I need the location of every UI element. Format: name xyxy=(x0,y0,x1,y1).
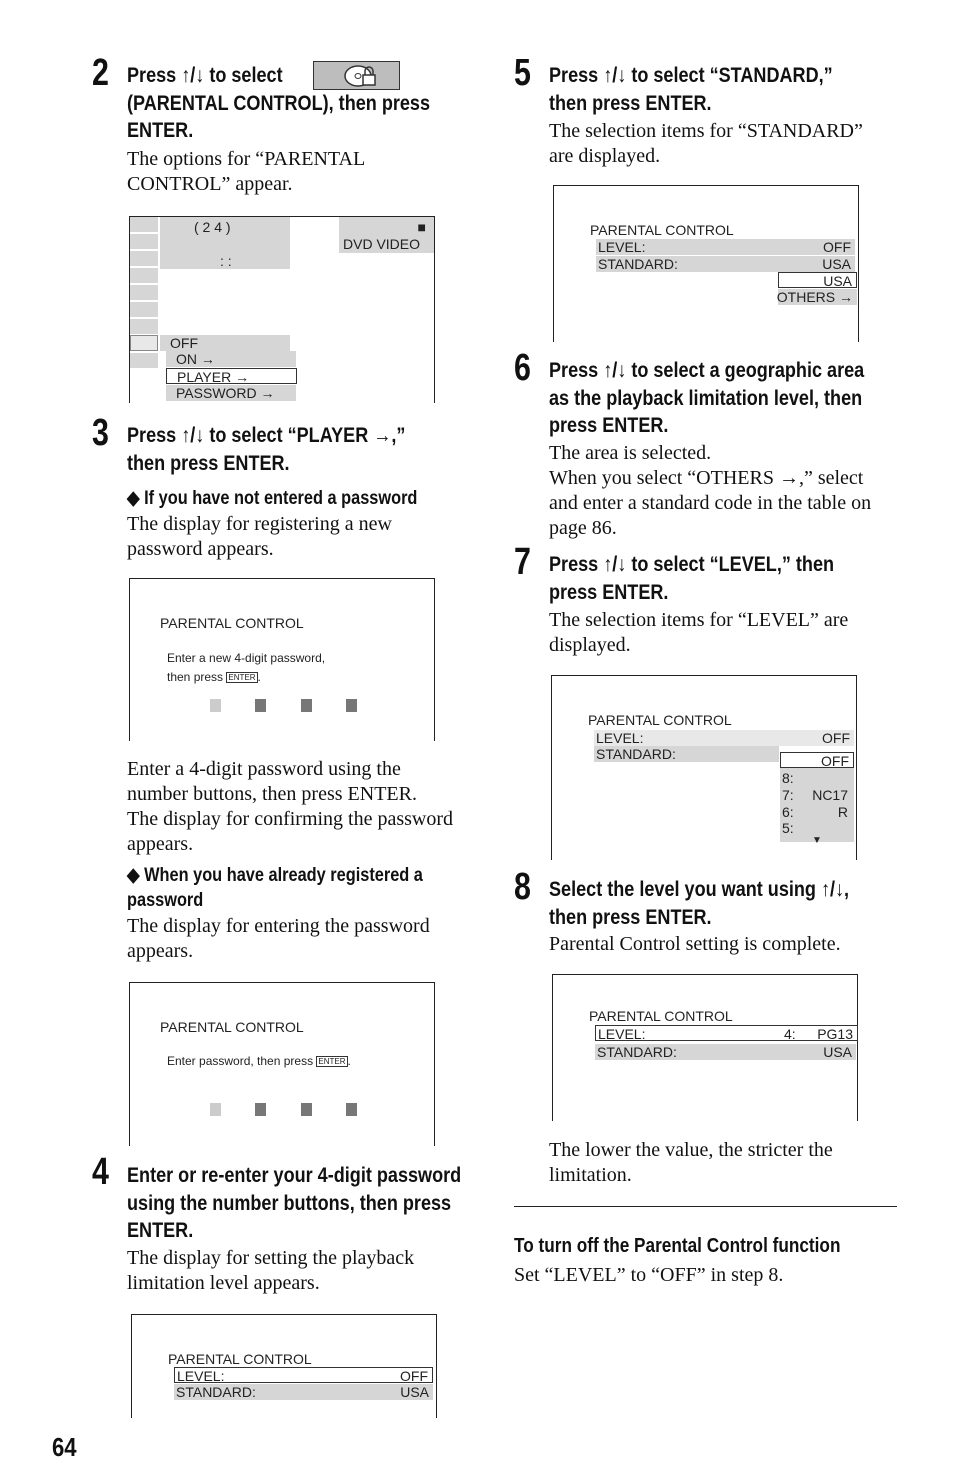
level-option: 6: R xyxy=(782,804,848,820)
password-digit-slot xyxy=(301,1103,312,1116)
screen-title: PARENTAL CONTROL xyxy=(168,1351,312,1367)
time-display: : : xyxy=(220,253,232,269)
level-row: LEVEL: OFF xyxy=(596,239,855,255)
step-body: The area is selected. When you select “OTHERS →,” select and enter a standard code in the table on page 86. xyxy=(549,442,872,539)
step-body: The selection items for “STANDARD” are displayed. xyxy=(549,120,863,167)
osd-screen-level-set xyxy=(552,974,858,1121)
level-row: LEVEL: OFF xyxy=(174,1367,433,1383)
stop-icon: ■ xyxy=(417,219,426,235)
step-number: 4 xyxy=(92,1151,109,1193)
step-number: 5 xyxy=(514,52,531,94)
section-body: Set “LEVEL” to “OFF” in step 8. xyxy=(514,1264,784,1286)
password-digit-slot xyxy=(255,1103,266,1116)
disc-type: DVD VIDEO xyxy=(343,236,421,252)
prompt-line: then press ENTER . xyxy=(167,670,261,684)
screen-title: PARENTAL CONTROL xyxy=(588,712,732,728)
track-info-panel xyxy=(160,217,290,269)
step-heading: Press ↑/↓ to select “STANDARD,” then press ENTER. xyxy=(549,64,833,115)
standard-row: STANDARD: USA xyxy=(595,1044,856,1060)
step-body: Enter a 4-digit password using the number buttons, then press ENTER. The display for confirming the password appears. xyxy=(127,758,454,855)
password-digit-slot xyxy=(255,699,266,712)
step-number: 2 xyxy=(92,52,109,94)
password-digit-slot xyxy=(346,1103,357,1116)
step-heading: Press ↑/↓ to select “LEVEL,” then press ENTER. xyxy=(549,553,835,604)
step-body: The display for registering a new password appears. xyxy=(127,513,392,560)
password-digit-slot xyxy=(301,699,312,712)
enter-key-icon: ENTER xyxy=(228,673,256,682)
enter-key-icon: ENTER xyxy=(318,1057,346,1066)
heading-line: (PARENTAL CONTROL), then press xyxy=(127,91,431,115)
osd-screen-parental-menu xyxy=(129,216,435,403)
section-title: To turn off the Parental Control function xyxy=(514,1235,841,1257)
heading-line: ENTER. xyxy=(127,119,194,142)
screen-title: PARENTAL CONTROL xyxy=(160,615,304,631)
subheading: ◆ If you have not entered a password xyxy=(127,488,418,509)
level-row: LEVEL: OFF xyxy=(594,730,854,746)
standard-option-usa: USA xyxy=(778,272,857,288)
osd-screen-new-password xyxy=(129,578,435,741)
option-off: OFF xyxy=(160,335,290,351)
step-heading: Press ↑/↓ to select “PLAYER →,” then press ENTER. xyxy=(127,424,406,475)
level-option-list xyxy=(780,752,854,846)
page-number: 64 xyxy=(52,1432,77,1462)
screen-title: PARENTAL CONTROL xyxy=(160,1019,304,1035)
standard-row: STANDARD: USA xyxy=(596,256,855,272)
password-digit-slot xyxy=(346,699,357,712)
step-body: The display for entering the password appears. xyxy=(127,915,430,962)
password-digit-slot xyxy=(210,1103,221,1116)
parental-control-menu-icon xyxy=(313,61,400,90)
level-option: 5: xyxy=(782,820,794,836)
step-body: The selection items for “LEVEL” are displayed. xyxy=(549,609,849,656)
osd-screen-standard-select xyxy=(553,185,859,342)
password-digit-slot xyxy=(210,699,221,712)
osd-screen-level-select xyxy=(551,675,857,860)
level-option: 8: xyxy=(782,770,794,786)
level-option: 7: NC17 xyxy=(782,787,848,803)
standard-row: STANDARD: USA xyxy=(174,1384,433,1400)
subheading: ◆ When you have already registered a password xyxy=(127,865,423,911)
screen-title: PARENTAL CONTROL xyxy=(589,1008,733,1024)
step-heading: Press ↑/↓ to select a geographic area as the playback limitation level, then press ENTER. xyxy=(549,359,865,437)
step-number: 6 xyxy=(514,347,531,389)
standard-option-others: OTHERS → xyxy=(778,289,857,305)
step-body: Parental Control setting is complete. xyxy=(549,933,841,955)
option-on: ON → xyxy=(166,351,296,367)
section-divider xyxy=(514,1206,897,1207)
osd-screen-parental-level xyxy=(131,1314,437,1418)
standard-row: STANDARD: xyxy=(594,746,779,762)
step-number: 3 xyxy=(92,412,109,454)
track-number: ( 2 4 ) xyxy=(194,219,231,235)
menu-icon-column xyxy=(130,217,159,367)
osd-screen-enter-password xyxy=(129,982,435,1146)
step-body: The options for “PARENTAL CONTROL” appear. xyxy=(127,148,366,195)
step-heading: Select the level you want using ↑/↓, then press ENTER. xyxy=(549,878,850,929)
heading-line: Press ↑/↓ to select xyxy=(127,64,283,87)
screen-title: PARENTAL CONTROL xyxy=(590,222,734,238)
step-body: The display for setting the playback limitation level appears. xyxy=(127,1247,415,1294)
step-number: 7 xyxy=(514,541,531,583)
step-heading: Enter or re-enter your 4-digit password using the number buttons, then press ENTER. xyxy=(127,1164,462,1242)
level-option-selected: OFF xyxy=(780,752,854,768)
option-player: PLAYER → xyxy=(166,368,297,384)
prompt-line: Enter a new 4-digit password, xyxy=(167,651,326,665)
prompt-line: Enter password, then press ENTER . xyxy=(167,1054,351,1068)
step-body: The lower the value, the stricter the limitation. xyxy=(549,1139,833,1186)
level-row: LEVEL: 4: PG13 xyxy=(595,1025,858,1041)
step-number: 8 xyxy=(514,866,531,908)
disc-type-panel xyxy=(339,217,434,253)
scroll-down-icon: ▼ xyxy=(812,835,822,846)
option-password: PASSWORD → xyxy=(166,385,296,401)
